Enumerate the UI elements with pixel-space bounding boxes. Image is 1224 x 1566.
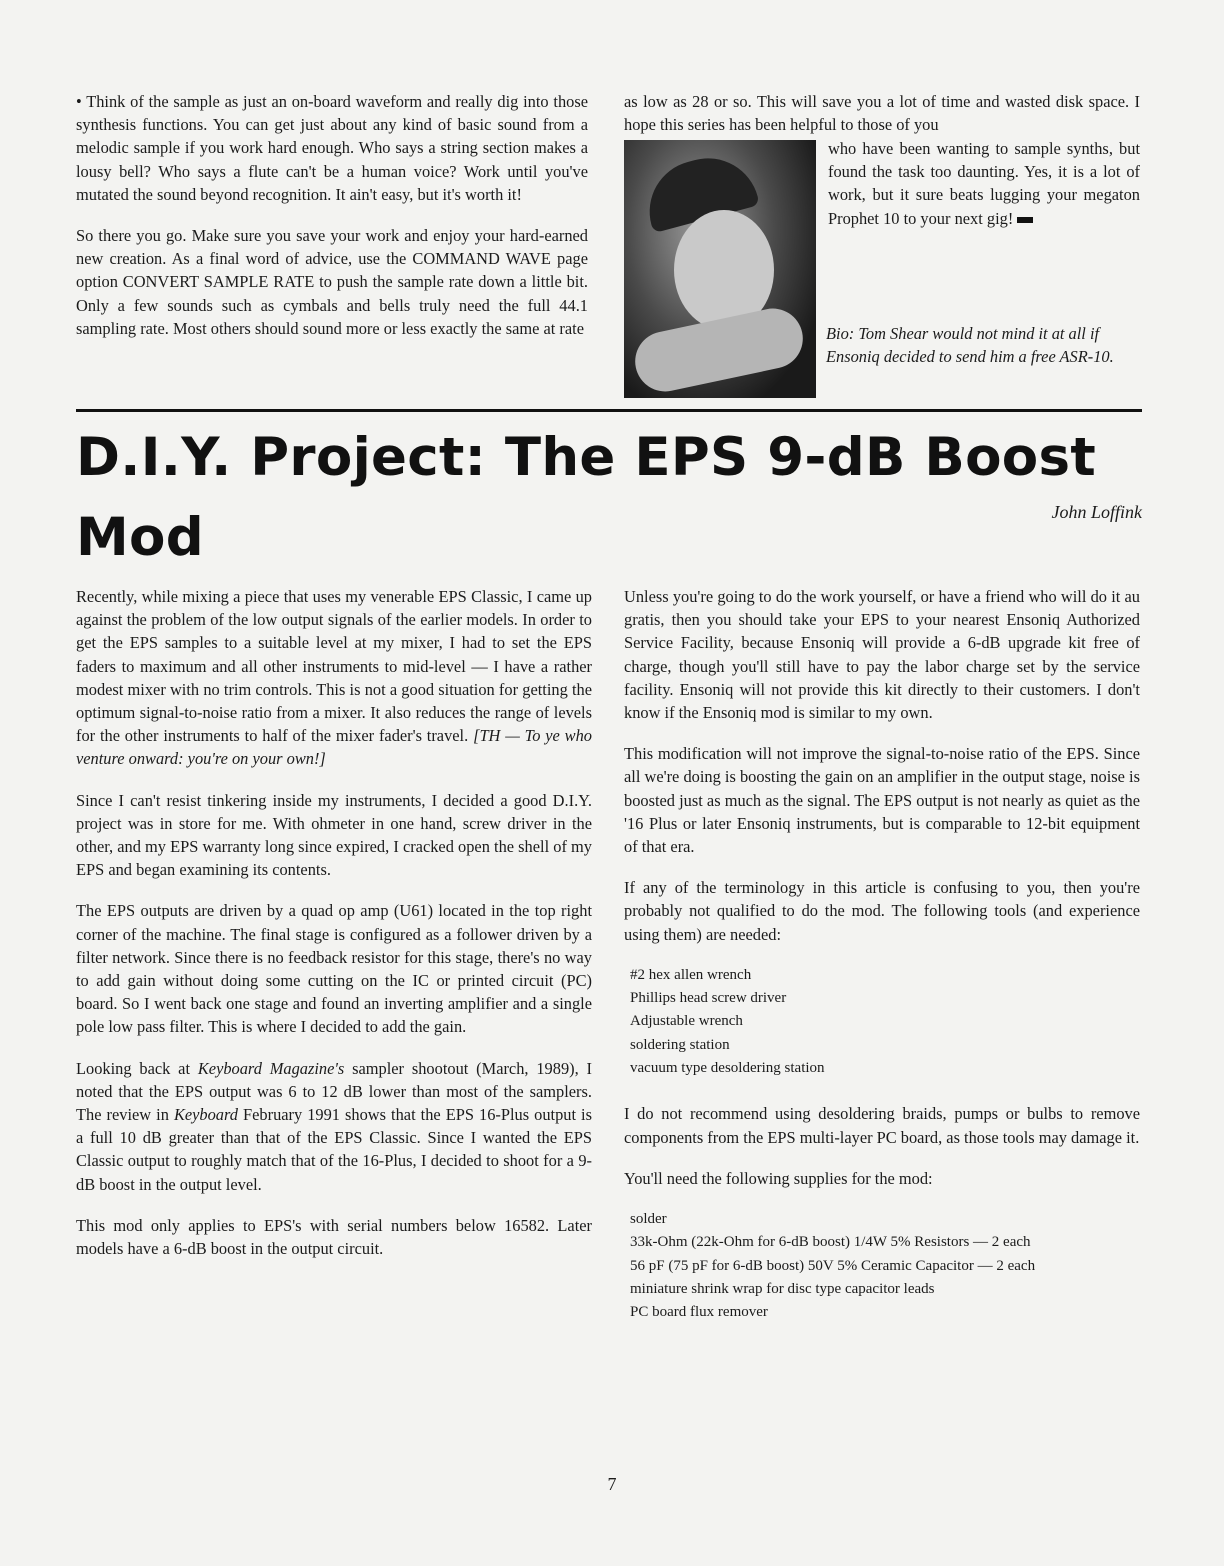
end-of-article-mark bbox=[1017, 217, 1033, 223]
paragraph: So there you go. Make sure you save your work and enjoy your hard-earned new creation. As a final word of advice, use the COMMAND WAVE page option CONVERT SAMPLE RATE to push the sample rate down a little bit. Only a few sounds such as cymbals and bells truly need the full 44.1 sampling rate. Most others should sound more or less exactly the same at rate bbox=[76, 226, 588, 338]
section-divider bbox=[76, 409, 1142, 412]
supply-item: miniature shrink wrap for disc type capacitor leads bbox=[630, 1280, 935, 1297]
tools-list bbox=[630, 964, 1140, 1080]
tool-item: soldering station bbox=[630, 1036, 730, 1053]
page-number: 7 bbox=[607, 1474, 617, 1494]
tool-item: Phillips head screw driver bbox=[630, 990, 787, 1007]
paragraph-text: Looking back at bbox=[76, 1058, 198, 1078]
byline: John Loffink bbox=[1051, 502, 1142, 522]
author-photo bbox=[624, 140, 816, 398]
supply-item: PC board flux remover bbox=[630, 1304, 768, 1321]
paragraph-text: Recently, while mixing a piece that uses my venerable EPS Classic, I came up against the problem of the low output signals of the earlier models. In order to get the EPS samples to a suitable level at my mixer, I had to set the EPS faders to maximum and all other instruments to mid-level — I have a rather modest mixer with no trim controls. This is not a good situation for getting the optimum signal-to-noise ratio from a mixer. It also reduces the range of levels for the other instruments to half of the mixer fader's travel. bbox=[76, 587, 592, 746]
paragraph-text: sampler shootout (March, 1989), I noted that the EPS output was 6 to 12 dB lower than most of the samplers. The review in bbox=[76, 1058, 592, 1125]
paragraph: as low as 28 or so. This will save you a lot of time and wasted disk space. I hope this series has been helpful to those of you bbox=[624, 92, 1140, 135]
previous-article-column-left bbox=[76, 90, 588, 358]
tool-item: vacuum type desoldering station bbox=[630, 1060, 825, 1077]
paragraph: This mod only applies to EPS's with serial numbers below 16582. Later models have a 6-dB boost in the output circuit. bbox=[76, 1215, 592, 1259]
paragraph bbox=[76, 1057, 592, 1196]
paragraph: The EPS outputs are driven by a quad op amp (U61) located in the top right corner of the machine. The final stage is configured as a follower driven by a filter network. Since there is no feedback resistor for this stage, there's no way to add gain without doing some cutting on the IC or printed circuit (PC) board. So I went back one stage and found an inverting amplifier and a single pole low pass filter. This is where I decided to add the gain. bbox=[76, 901, 592, 1037]
paragraph: • Think of the sample as just an on-board waveform and really dig into those synthesis functions. You can get just about any kind of basic sound from a melodic sample if you work hard enough. Who says a string section makes a lousy bell? Who says a flute can't be a human voice? Work until you've mutated the sound beyond recognition. It ain't easy, but it's worth it! bbox=[76, 92, 588, 204]
supply-item: 56 pF (75 pF for 6-dB boost) 50V 5% Ceramic Capacitor — 2 each bbox=[630, 1257, 1036, 1274]
magazine-title: Keyboard bbox=[173, 1105, 238, 1125]
paragraph: I do not recommend using desoldering braids, pumps or bulbs to remove components from the EPS multi-layer PC board, as those tools may damage it. bbox=[624, 1104, 1140, 1147]
paragraph bbox=[76, 585, 592, 771]
tool-item: Adjustable wrench bbox=[630, 1013, 743, 1030]
paragraph: who have been wanting to sample synths, but found the task too daunting. Yes, it is a lot of work, but it sure beats lugging your megaton Prophet 10 to your next gig! bbox=[828, 139, 1140, 228]
tool-item: #2 hex allen wrench bbox=[630, 966, 752, 983]
supply-item: 33k-Ohm (22k-Ohm for 6-dB boost) 1/4W 5% Resistors — 2 each bbox=[630, 1234, 1031, 1251]
article-column-right bbox=[624, 585, 1140, 1346]
paragraph: This modification will not improve the signal-to-noise ratio of the EPS. Since all we're doing is boosting the gain on an amplifier in the output stage, noise is boosted just as much as the signal. The EPS output is not nearly as quiet as the '16 Plus or later Ensoniq instruments, but is comparable to 12-bit equipment of that era. bbox=[624, 744, 1140, 857]
supplies-list bbox=[630, 1208, 1140, 1324]
paragraph: You'll need the following supplies for the mod: bbox=[624, 1168, 933, 1188]
magazine-title: Keyboard Magazine's bbox=[197, 1058, 345, 1078]
author-bio: Bio: Tom Shear would not mind it at all if Ensoniq decided to send him a free ASR-10. bbox=[826, 324, 1114, 367]
article-column-left bbox=[76, 585, 592, 1278]
paragraph: If any of the terminology in this article is confusing to you, then you're probably not qualified to do the mod. The following tools (and experience using them) are needed: bbox=[624, 878, 1140, 944]
paragraph: Since I can't resist tinkering inside my instruments, I decided a good D.I.Y. project was in store for me. With ohmeter in one hand, screw driver in the other, and my EPS warranty long since expired, I cracked open the shell of my EPS and began examining its contents. bbox=[76, 790, 592, 880]
editor-note: [TH — To ye who venture onward: you're on your own!] bbox=[76, 726, 592, 769]
paragraph: Unless you're going to do the work yourself, or have a friend who will do it au gratis, then you should take your EPS to your nearest Ensoniq Authorized Service Facility, because Ensoniq will provide a 6-dB upgrade kit free of charge, though you'll still have to pay the labor charge set by the service facility. Ensoniq will not provide this kit directly to their customers. I don't know if the Ensoniq mod is similar to my own. bbox=[624, 587, 1140, 723]
article-title: D.I.Y. Project: The EPS 9-dB Boost Mod bbox=[76, 427, 1096, 568]
paragraph-text: February 1991 shows that the EPS 16-Plus output is a full 10 dB greater than that of the EPS Classic. Since I wanted the EPS Classic output to roughly match that of the 16-Plus, I decided to shoot for a 9-dB boost in the output level. bbox=[76, 1105, 592, 1194]
photo-side-text bbox=[828, 137, 1140, 230]
supply-item: solder bbox=[630, 1210, 667, 1227]
